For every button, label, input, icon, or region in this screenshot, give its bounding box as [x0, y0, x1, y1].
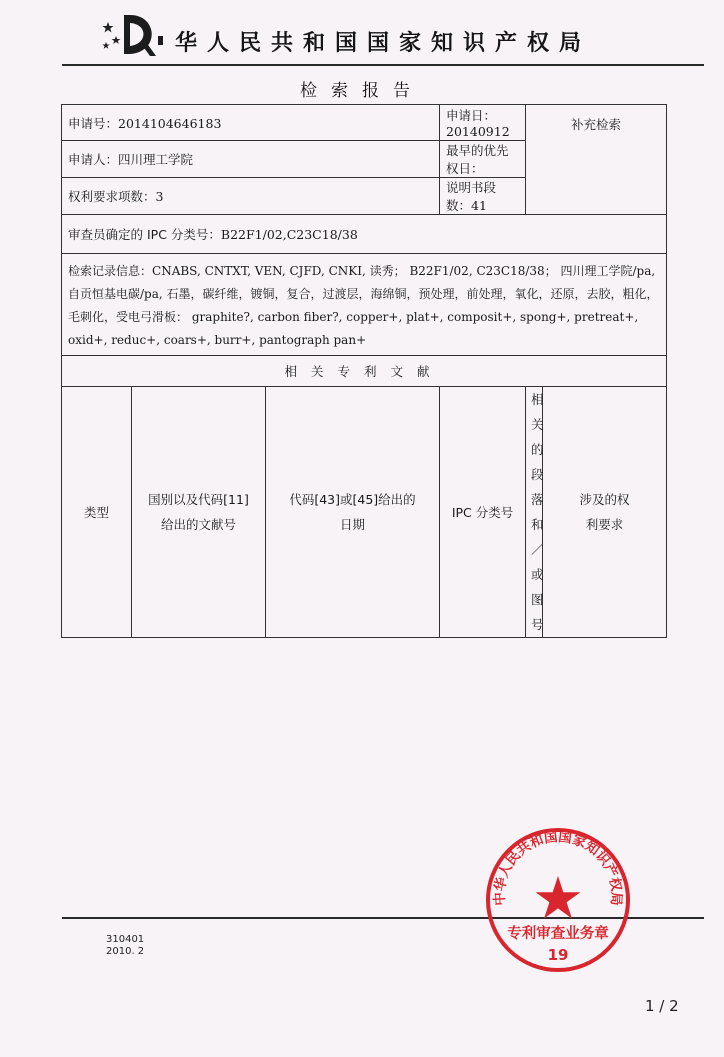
org-name: 华人民共和国国家知识产权局	[175, 31, 592, 56]
column-type: 类型	[62, 387, 132, 638]
letterhead	[100, 12, 700, 62]
seal-ring-text: 中华人民共和国国家知识产权局	[491, 829, 625, 907]
paragraphs-value: 41	[471, 198, 487, 213]
seal-dept: 专利审查业务章	[507, 926, 609, 942]
claims-cell	[62, 178, 440, 215]
column-document-number: 国别以及代码[11]给出的文献号	[132, 387, 266, 638]
row-literature-heading	[62, 356, 667, 387]
row-search-info	[62, 254, 667, 356]
literature-heading: 相关专利文献	[62, 356, 667, 387]
priority-date-label: 最早的优先权日：	[446, 143, 509, 176]
applicant-cell	[62, 141, 440, 178]
application-date-cell	[440, 105, 526, 141]
column-ipc: IPC 分类号	[440, 387, 526, 638]
seal-star-icon	[536, 876, 581, 919]
supplementary-search-label: 补充检索	[571, 117, 622, 132]
application-date-value: 20140912	[446, 124, 510, 139]
ipc-label: 审查员确定的 IPC 分类号：	[68, 227, 221, 242]
paragraphs-label: 说明书段数：	[446, 180, 497, 213]
applicant-value: 四川理工学院	[118, 152, 194, 167]
paragraphs-cell	[440, 178, 526, 215]
form-code-date: 2010. 2	[106, 946, 145, 957]
application-number-value: 2014104646183	[118, 115, 222, 131]
claims-label: 权利要求项数：	[68, 189, 156, 204]
search-info-cell	[62, 254, 667, 356]
cnipa-logo	[100, 12, 170, 58]
header-rule	[62, 64, 704, 66]
ipc-cell	[62, 215, 667, 254]
row-ipc	[62, 215, 667, 254]
report-title: 检索报告	[300, 81, 424, 101]
search-info-value: CNABS, CNTXT, VEN, CJFD, CNKI, 读秀； B22F1/02, C23C18/38； 四川理工学院/pa, 自贡恒基电碳/pa, 石墨，碳纤维，镀铜，复合，过渡层，海绵铜，预处理，前处理，氧化，还原，去胶，粗化，毛刺化，受电弓滑板： graphite?, carbon fiber?, copper+, plat+, composit+, spong+, pretreat+, oxid+, reduc+, coars+, burr+, pantograph pan+	[68, 264, 659, 347]
form-code	[106, 934, 144, 958]
priority-date-cell	[440, 141, 526, 178]
application-number-cell	[62, 105, 440, 141]
column-date: 代码[43]或[45]给出的日期	[266, 387, 440, 638]
row-literature-columns	[62, 387, 667, 638]
form-code-number: 310401	[106, 934, 145, 945]
official-seal	[484, 826, 632, 974]
ipc-value: B22F1/02,C23C18/38	[220, 227, 358, 242]
column-claims: 涉及的权利要求	[543, 387, 667, 638]
applicant-label: 申请人：	[68, 152, 119, 167]
application-number-label: 申请号：	[68, 115, 119, 131]
row-application-number	[62, 105, 667, 141]
page-number: 1 / 2	[645, 997, 679, 1015]
supplementary-search-cell	[526, 105, 667, 215]
seal-number: 19	[547, 946, 569, 964]
search-info-label: 检索记录信息：	[68, 264, 153, 278]
column-paragraphs: 相关的段落和／或图号	[526, 387, 543, 638]
search-report-table	[61, 104, 667, 638]
application-date-label: 申请日：	[446, 108, 497, 123]
claims-value: 3	[155, 189, 164, 204]
